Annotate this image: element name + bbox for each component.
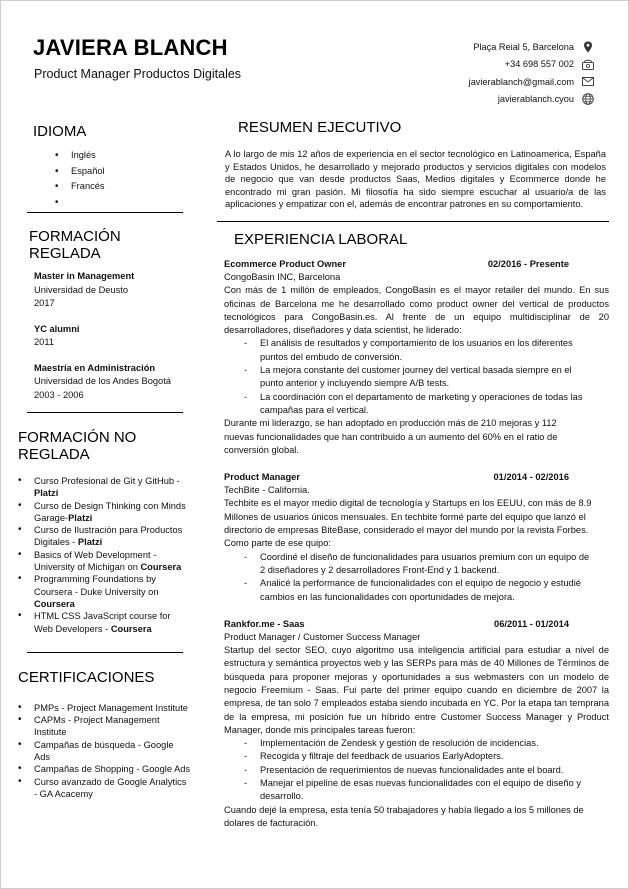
contact-email bbox=[334, 73, 594, 91]
experiencia-heading: EXPERIENCIA LABORAL bbox=[234, 230, 408, 248]
job-bullets bbox=[224, 551, 609, 604]
job-dates: 01/2014 - 02/2016 bbox=[493, 472, 569, 483]
job-bullets bbox=[224, 337, 609, 417]
section-divider bbox=[27, 412, 183, 413]
course-item: • Programming Foundations by Coursera - Duke University on Coursera bbox=[15, 573, 191, 610]
job-title: Ecommerce Product Owner bbox=[224, 258, 346, 269]
job-outro: Durante mi liderazgo, se han adoptado en producción más de 210 mejoras y 112 nuevas funcionalidades que han contribuido a un aumento del 60% en el ratio de conversión global. bbox=[224, 418, 558, 455]
education-years: 2017 bbox=[34, 298, 55, 308]
globe-icon bbox=[582, 93, 594, 105]
phone-icon bbox=[582, 58, 594, 70]
education-years: 2003 - 2006 bbox=[34, 389, 84, 400]
language-item: • Francés bbox=[15, 179, 191, 195]
job-bullet: - Manejar el pipeline de esas nuevas funcionalidades con el equipo de diseño y desarrollo. bbox=[224, 777, 609, 804]
job-bullet: - Recogida y filtraje del feedback de usuarios EarlyAdopters. bbox=[224, 750, 609, 763]
certifications-list bbox=[15, 702, 191, 800]
job-header bbox=[224, 258, 609, 271]
formacion-no-reglada-heading: FORMACIÓN NO REGLADA bbox=[18, 429, 137, 463]
course-item: • HTML CSS JavaScript course for Web Developers - Coursera bbox=[15, 610, 191, 635]
website-text: javierablanch.cyou bbox=[497, 94, 574, 105]
job-title: Rankfor.me - Saas bbox=[224, 618, 305, 629]
summary-text: A lo largo de mis 12 años de experiencia en el sector tecnológico en Latinoamerica, España y Estados Unidos, he desarrollado y mejorado productos y servicios digitales con modelos de negocio que van desde productos Saas, Medios digitales y Ecommerce donde he encontrado mi gran pasión. Mi filosofía ha sido siempre escuchar al usuario/a de las aplicaciones y empatizar con el, además de encontrar patrones en su comportamiento. bbox=[225, 149, 606, 210]
courses-list bbox=[15, 475, 191, 635]
email-text: javierablanch@gmail.com bbox=[468, 76, 574, 87]
language-item: • Inglés bbox=[15, 148, 191, 164]
contact-website bbox=[334, 91, 594, 109]
section-divider bbox=[27, 652, 183, 653]
job-header bbox=[224, 471, 609, 484]
job-entry bbox=[211, 618, 609, 830]
candidate-role: Product Manager Productos Digitales bbox=[34, 67, 242, 81]
job-company: Product Manager / Customer Success Manager bbox=[224, 631, 421, 642]
section-divider bbox=[27, 212, 183, 213]
idioma-heading: IDIOMA bbox=[33, 123, 87, 140]
job-bullet: - La coordinación con el departamento de marketing y operaciones de todas las campañas para el vertical. bbox=[224, 391, 609, 418]
job-bullet: - Implementación de Zendesk y gestión de resolución de incidencias. bbox=[224, 737, 609, 750]
section-divider bbox=[217, 221, 609, 222]
job-intro: Startup del sector SEO, cuyo algoritmo usa inteligencia artificial para estudiar a nivel de estructura y semántica proyectos web y las SERPs para más de 40 Millones de Términos de búsqueda para proponer mejoras y oportunidades a sus webmasters con un modelo de negocio Freemium - Saas. Fui parte del primer equipo cuando en diciembre de 2007 la empresa, de tan solo 7 empleados estaba siendo incubada en YC. Por la etapa tan temprana de la empresa, mi posición fue un híbrido entre Customer Success Manager y Product Manager, donde mis principales tareas fueron: bbox=[224, 645, 609, 735]
job-bullet: - Presentación de requerimientos de nuevas funcionalidades ante el board. bbox=[224, 764, 609, 777]
candidate-name: JAVIERA BLANCH bbox=[33, 35, 228, 60]
certification-item: • CAPMs - Project Management Institute bbox=[15, 714, 191, 739]
formacion-reglada-heading: FORMACIÓN REGLADA bbox=[29, 228, 121, 262]
language-item: • Español bbox=[15, 164, 191, 180]
job-dates: 02/2016 - Presente bbox=[487, 258, 569, 269]
job-entry bbox=[211, 258, 609, 457]
left-column bbox=[15, 123, 191, 800]
education-school: Universidad de Deusto bbox=[34, 284, 129, 295]
address-text: Plaça Reial 5, Barcelona bbox=[473, 41, 574, 52]
course-item: • Basics of Web Development - University of Michigan on Coursera bbox=[15, 549, 191, 574]
certification-item: • Campañas de búsqueda - Google Ads bbox=[15, 739, 191, 764]
education-entry bbox=[15, 323, 191, 350]
certification-item: • Curso avanzado de Google Analytics - GA Acacemy bbox=[15, 776, 191, 801]
language-item bbox=[15, 195, 191, 211]
job-company: TechBite - California. bbox=[224, 485, 310, 496]
job-title: Product Manager bbox=[224, 472, 300, 483]
job-dates: 06/2011 - 01/2014 bbox=[494, 618, 569, 629]
job-outro: Cuando dejé la empresa, esta tenía 50 trabajadores y había llegado a los 5 millones de dolares de facturación. bbox=[224, 804, 584, 828]
language-list bbox=[15, 148, 191, 210]
education-years: 2011 bbox=[34, 337, 54, 347]
phone-text: +34 698 557 002 bbox=[504, 59, 574, 70]
course-item: • Curso Profesional de Git y GitHub - Platzi bbox=[15, 475, 191, 500]
education-degree: Maestría en Administración bbox=[34, 362, 156, 373]
job-intro: Techbite es el mayor medio digital de tecnología y Startups en los EEUU, con más de 8.9 Millones de usuarios únicos mensuales. En techbite formé parte del equipo que lanzó el directorio de empresas BiteBase, considerado el mayor del mundo por la revista Forbes. Como parte de ese quipo: bbox=[224, 498, 592, 549]
job-bullets bbox=[224, 737, 609, 803]
course-item: • Curso de Design Thinking con Minds Garage-Platzi bbox=[15, 500, 191, 525]
resumen-heading: RESUMEN EJECUTIVO bbox=[238, 119, 402, 136]
envelope-icon bbox=[582, 76, 594, 88]
education-entry bbox=[15, 362, 191, 403]
job-bullet: - El análisis de resultados y comportamiento de los usuarios en los diferentes puntos del embudo de conversión. bbox=[224, 337, 609, 364]
contact-address bbox=[334, 38, 594, 56]
job-bullet: - Analicé la performance de funcionalidades con el equipo de negocio y estudié cambios en las funcionalidades con oportunidades de mejora. bbox=[224, 577, 609, 604]
course-item: • Curso de Ilustración para Productos Digitales - Platzi bbox=[15, 524, 191, 549]
job-header bbox=[224, 618, 609, 631]
job-company: CongoBasin INC, Barcelona bbox=[224, 271, 341, 282]
education-degree: YC alumni bbox=[34, 323, 80, 334]
right-column bbox=[211, 119, 609, 830]
contact-block bbox=[334, 38, 594, 108]
education-degree: Master in Management bbox=[34, 271, 135, 281]
job-bullet: - Coordiné el diseño de funcionalidades para usuarios premium con un equipo de 2 diseñadores y 2 desarrolladores Front-End y 1 backend. bbox=[224, 551, 609, 578]
education-entry bbox=[15, 270, 191, 311]
job-intro: Con más de 1 millón de empleados, CongoBasin es el mayor retailer del mundo. En sus oficinas de Barcelona me he desarrollado como product owner del vertical de productos tecnológicos para CongoBasin.es. Al frente de un equipo multidisciplinar de 20 desarrolladores, diseñadores y data scientist, he liderado: bbox=[224, 285, 609, 336]
certification-item: • Campañas de Shopping - Google Ads bbox=[15, 763, 191, 775]
location-pin-icon bbox=[582, 41, 594, 53]
job-entry bbox=[211, 471, 609, 604]
certification-item: • PMPs - Project Management Institute bbox=[15, 702, 191, 714]
contact-phone bbox=[334, 56, 594, 74]
certificaciones-heading: CERTIFICACIONES bbox=[18, 668, 155, 686]
education-school: Universidad de los Andes Bogotá bbox=[34, 376, 171, 386]
job-bullet: - La mejora constante del customer journey del vertical basada siempre en el punto anterior y incluyendo siempre A/B tests. bbox=[224, 364, 609, 391]
